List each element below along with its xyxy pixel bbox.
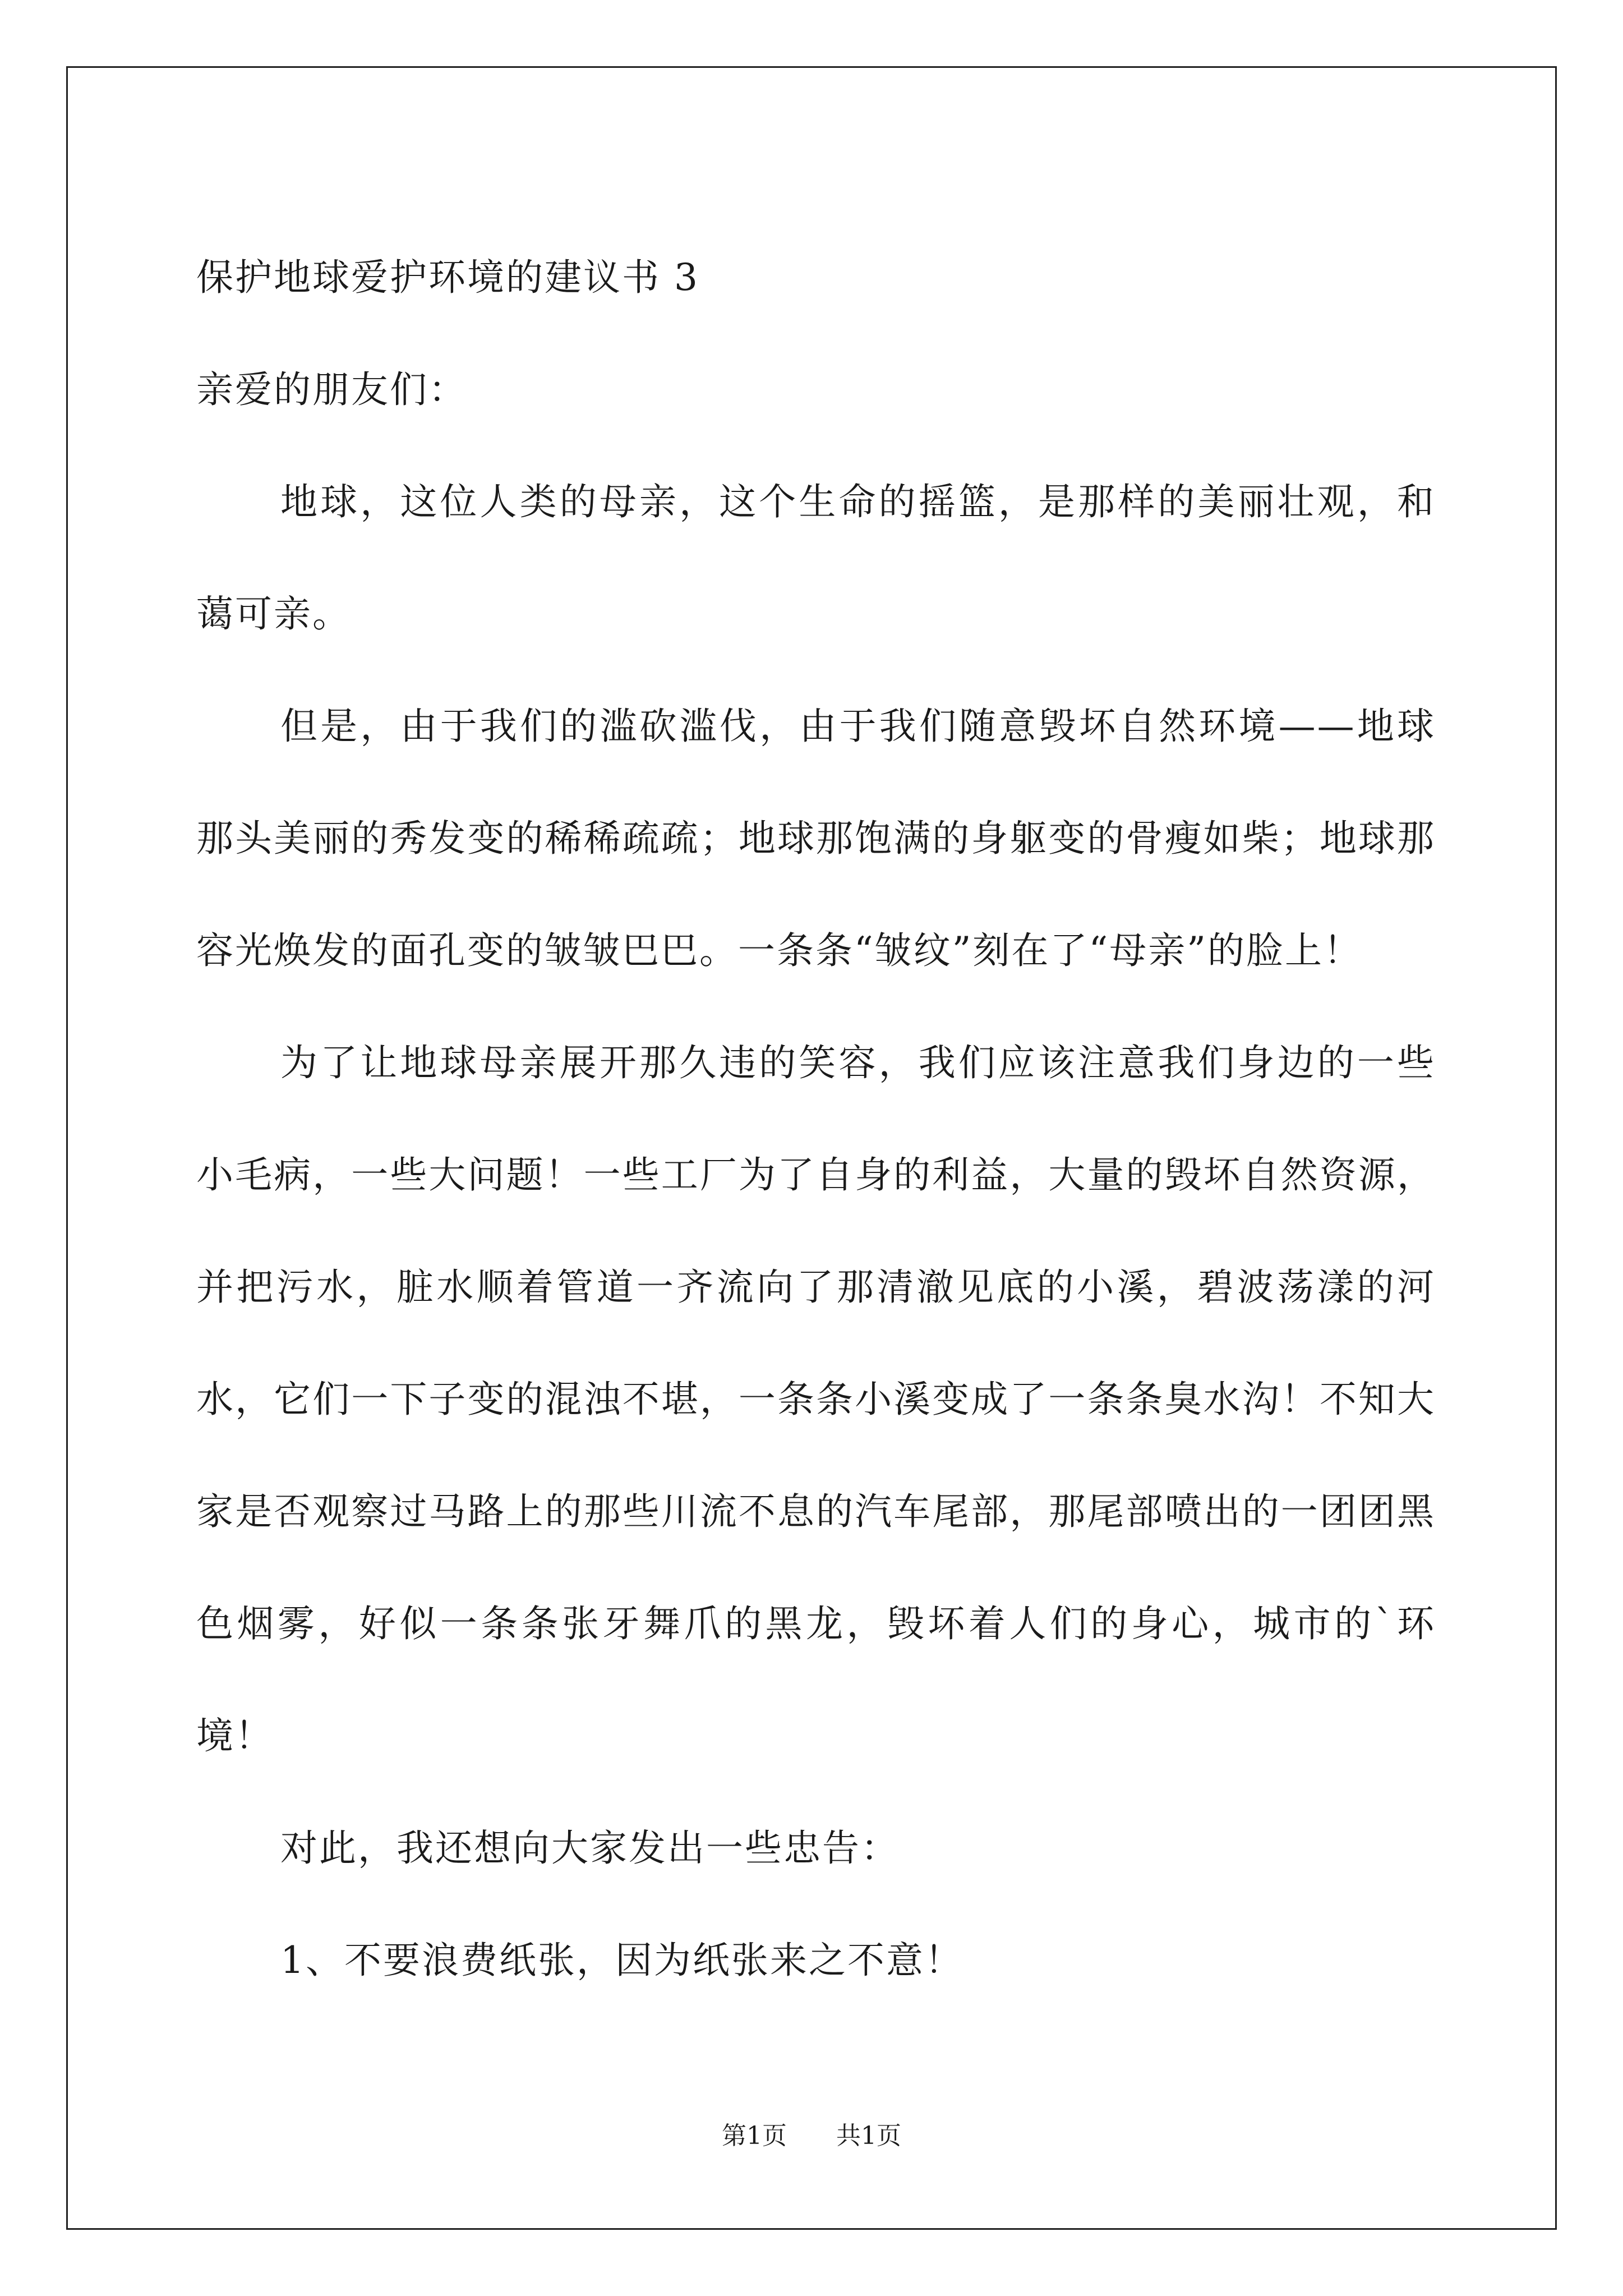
paragraph-3: 为了让地球母亲展开那久违的笑容，我们应该注意我们身边的一些小毛病，一些大问题！一些工厂为了自身的利益，大量的毁坏自然资源，并把污水，脏水顺着管道一齐流向了那清澈见底的小溪，碧波荡漾的河水，它们一下子变的混浊不堪，一条条小溪变成了一条条臭水沟！不知大家是否观察过马路上的那些川流不息的汽车尾部，那尾部喷出的一团团黑色烟雾，好似一条条张牙舞爪的黑龙，毁坏着人们的身心，城市的`环境！	[196, 1041, 1436, 1757]
paragraph-1: 地球，这位人类的母亲，这个生命的摇篮，是那样的美丽壮观，和蔼可亲。	[196, 480, 1436, 636]
page-footer	[0, 2119, 1623, 2153]
document-title: 保护地球爱护环境的建议书 3	[196, 256, 699, 299]
paragraph-2: 但是，由于我们的滥砍滥伐，由于我们随意毁坏自然环境——地球那头美丽的秀发变的稀稀疏疏；地球那饱满的身躯变的骨瘦如柴；地球那容光焕发的面孔变的皱皱巴巴。一条条“皱纹”刻在了“母亲”的脸上！	[196, 705, 1436, 972]
document-body	[196, 222, 1436, 2017]
greeting-line: 亲爱的朋友们：	[196, 368, 467, 411]
paragraph-5: 1、不要浪费纸张，因为纸张来之不意！	[280, 1939, 963, 1982]
page-number-total: 共1页	[836, 2122, 901, 2150]
paragraph-4: 对此，我还想向大家发出一些忠告：	[280, 1826, 900, 1870]
page-number-current: 第1页	[722, 2122, 787, 2150]
